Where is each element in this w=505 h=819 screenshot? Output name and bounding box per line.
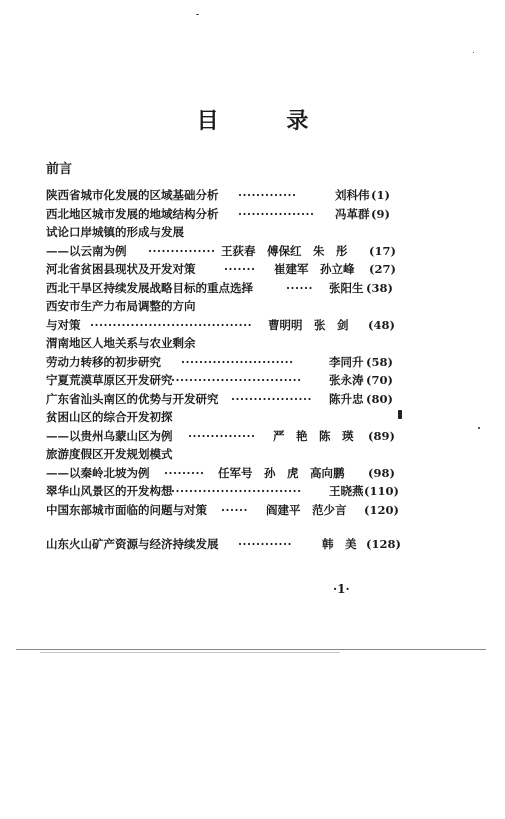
scan-speck bbox=[196, 14, 199, 15]
entry-title: 山东火山矿产资源与经济持续发展 bbox=[46, 537, 219, 551]
entry-author: 张永涛 bbox=[329, 373, 364, 387]
entry-leader: ······· bbox=[224, 262, 256, 276]
toc-entry bbox=[46, 390, 396, 409]
entry-title: 西北地区城市发展的地域结构分析 bbox=[46, 206, 219, 221]
page-title: 目 录 bbox=[196, 108, 339, 134]
entry-author: 任军号 孙 虎 高向鹏 bbox=[218, 465, 345, 480]
entry-title: 西安市生产力布局调整的方向 bbox=[46, 299, 196, 313]
entry-leader: ························· bbox=[181, 354, 294, 369]
entry-title: 宁夏荒漠草原区开发研究 bbox=[46, 373, 173, 387]
entry-author: 张阳生 bbox=[329, 280, 364, 295]
entry-title: 劳动力转移的初步研究 bbox=[46, 354, 161, 369]
scan-artifact-line bbox=[16, 649, 486, 650]
entry-title: 试论口岸城镇的形成与发展 bbox=[46, 225, 184, 239]
entry-leader: ·················· bbox=[231, 391, 313, 406]
entry-page: (98) bbox=[368, 465, 395, 480]
entry-leader: ····························· bbox=[171, 484, 302, 498]
entry-leader: ··············· bbox=[148, 243, 216, 258]
entry-page: (110) bbox=[364, 484, 399, 498]
entry-author: 冯革群 bbox=[335, 206, 370, 221]
entry-page: (38) bbox=[366, 280, 393, 295]
toc-entry bbox=[46, 501, 399, 520]
toc-entry bbox=[46, 334, 396, 353]
entry-leader: ················· bbox=[238, 206, 315, 221]
entry-title: 陕西省城市化发展的区域基础分析 bbox=[46, 188, 219, 202]
toc-entry bbox=[46, 186, 396, 205]
entry-leader: ········· bbox=[164, 465, 205, 480]
entry-page: (48) bbox=[368, 317, 395, 332]
entry-title: ——以秦岭北坡为例 bbox=[46, 465, 150, 480]
entry-title: 翠华山风景区的开发构想 bbox=[46, 484, 173, 498]
entry-page: (1) bbox=[371, 188, 390, 202]
entry-page: (120) bbox=[364, 502, 399, 517]
entry-title: 渭南地区人地关系与农业剩余 bbox=[46, 336, 196, 350]
entry-page: (89) bbox=[368, 428, 395, 443]
entry-page: (9) bbox=[371, 206, 390, 221]
scan-speck bbox=[473, 52, 474, 53]
entry-author: 曹明明 张 剑 bbox=[268, 317, 349, 332]
entry-author: 陈升忠 bbox=[329, 391, 364, 406]
toc-entry bbox=[46, 535, 401, 554]
entry-author: 李同升 bbox=[329, 354, 364, 369]
entry-title: 西北干旱区持续发展战略目标的重点选择 bbox=[46, 280, 253, 295]
toc-entry bbox=[46, 371, 396, 390]
toc-entry bbox=[46, 353, 396, 372]
entry-author: 王晓燕 bbox=[329, 484, 364, 498]
toc-entry bbox=[46, 205, 396, 224]
entry-title: 旅游度假区开发规划模式 bbox=[46, 447, 173, 461]
toc-entry bbox=[46, 297, 396, 316]
entry-title: 河北省贫困县现状及开发对策 bbox=[46, 262, 196, 276]
entry-title: 中国东部城市面临的问题与对策 bbox=[46, 502, 207, 517]
scan-artifact-line bbox=[40, 652, 340, 653]
entry-leader: ···································· bbox=[90, 317, 253, 332]
toc-entry bbox=[46, 260, 396, 279]
scan-speck bbox=[398, 410, 402, 419]
entry-author: 刘科伟 bbox=[335, 188, 370, 202]
entry-title: ——以贵州乌蒙山区为例 bbox=[46, 428, 173, 443]
entry-page: (128) bbox=[366, 537, 401, 551]
entry-leader: ············ bbox=[238, 537, 293, 551]
toc-entry bbox=[46, 316, 396, 335]
toc-entry bbox=[46, 464, 396, 483]
preface-heading: 前言 bbox=[46, 162, 73, 177]
entry-title: 广东省汕头南区的优势与开发研究 bbox=[46, 391, 219, 406]
toc-entry bbox=[46, 482, 399, 501]
entry-author: 韩 美 bbox=[322, 537, 357, 551]
entry-title: ——以云南为例 bbox=[46, 243, 127, 258]
toc-entry bbox=[46, 427, 396, 446]
entry-author: 王荻春 傅保红 朱 彤 bbox=[221, 243, 348, 258]
entry-author: 崔建军 孙立峰 bbox=[274, 262, 355, 276]
entry-page: (80) bbox=[366, 391, 393, 406]
entry-leader: ··············· bbox=[188, 428, 256, 443]
entry-page: (17) bbox=[369, 243, 396, 258]
entry-leader: ····························· bbox=[171, 373, 302, 387]
entry-page: (27) bbox=[369, 262, 396, 276]
toc-entry bbox=[46, 445, 396, 464]
table-of-contents bbox=[46, 186, 401, 554]
scan-speck bbox=[478, 427, 480, 429]
entry-author: 阎建平 范少言 bbox=[266, 502, 347, 517]
entry-title: 与对策 bbox=[46, 317, 81, 332]
entry-author: 严 艳 陈 瑛 bbox=[273, 428, 354, 443]
toc-entry bbox=[46, 223, 396, 242]
entry-leader: ············· bbox=[238, 188, 297, 202]
page-number: ·1· bbox=[333, 582, 350, 596]
toc-entry bbox=[46, 408, 396, 427]
entry-page: (58) bbox=[366, 354, 393, 369]
toc-entry bbox=[46, 242, 396, 261]
entry-leader: ······ bbox=[221, 502, 249, 517]
entry-leader: ······ bbox=[286, 280, 314, 295]
entry-title: 贫困山区的综合开发初探 bbox=[46, 410, 173, 424]
toc-entry bbox=[46, 279, 396, 298]
entry-page: (70) bbox=[366, 373, 393, 387]
